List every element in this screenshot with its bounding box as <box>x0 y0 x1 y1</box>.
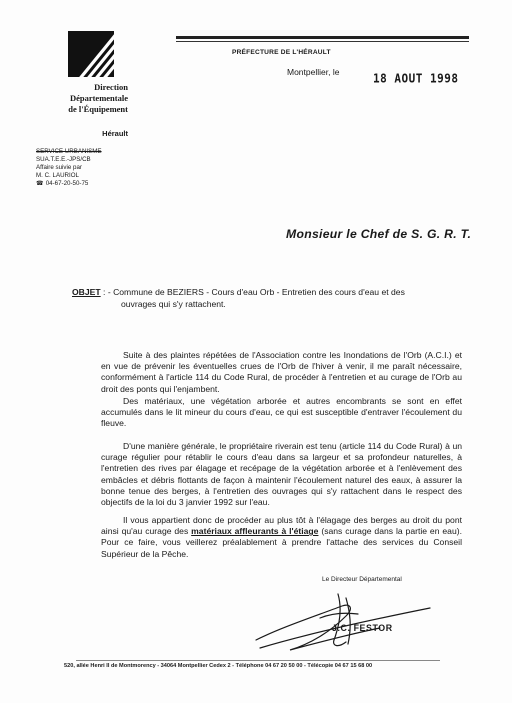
service-ref: SUA.T.E.E.-JPS/CB <box>36 156 91 163</box>
subject-text: : - Commune de BEZIERS - Cours d'eau Orb - Entretien des cours d'eau et des <box>103 287 405 297</box>
service-block <box>36 148 102 188</box>
subject-label: OBJET <box>72 287 101 297</box>
agent-name: M. C. LAURIOL <box>36 172 79 179</box>
service-name: SERVICE URBANISME <box>36 148 102 155</box>
paragraph-3: D'une manière générale, le propriétaire riverain est tenu (article 114 du Code Rural) à un curage régulier pour rétablir le cours d'eau dans sa largeur et sa profondeur naturelles, à l'entretien des rives par élagage et recépage de la végétation arborée et à l'enlèvement des embâcles et débris flottants de façon à maintenir l'écoulement naturel des eaux, à assurer la bonne tenue des berges, à l'entretien des ouvrages qui s'y rattachent dans le respect des objectifs de la loi du 3 janvier 1992 sur l'eau. <box>101 441 462 508</box>
header-rule-thick <box>176 36 469 39</box>
phone-number: 04-67-20-50-75 <box>45 180 89 187</box>
telephone-icon: ☎ <box>36 180 44 187</box>
prefecture-title: PRÉFECTURE DE L'HÉRAULT <box>232 49 331 56</box>
signatory-title: Le Directeur Départemental <box>322 576 402 583</box>
footer-address: 520, allée Henri II de Montmorency - 34064 Montpellier Cedex 2 - Téléphone 04 67 20 50 00 - Télécopie 04 67 15 68 00 <box>64 663 373 669</box>
subject-line-2: ouvrages qui s'y rattachent. <box>121 299 226 309</box>
date-stamp: 18 AOUT 1998 <box>373 71 459 86</box>
subject-block <box>72 286 452 310</box>
paragraph-4-part-a: Il vous appartient donc de procéder au plus tôt à l'élagage des berges au droit du pont ainsi qu'au curage des <box>101 515 462 537</box>
paragraph-4-part-b: (sans curage dans la partie en eau). Pour ce faire, vous veillerez préalablement à prendre l'attache des services du Conseil Supérieur de la Pêche. <box>101 526 462 559</box>
org-line: Départementale <box>69 93 128 103</box>
paragraph-4-emphasis: matériaux affleurants à l'étiage <box>191 526 319 537</box>
recipient: Monsieur le Chef de S. G. R. T. <box>286 227 472 241</box>
header-rule-thin <box>176 41 469 42</box>
department-name: Hérault <box>102 129 128 138</box>
org-line: de l'Équipement <box>68 104 128 114</box>
paragraph-4 <box>101 515 462 560</box>
date-place: Montpellier, le <box>287 67 340 77</box>
organisation-name <box>58 82 128 115</box>
paragraph-2: Des matériaux, une végétation arborée et autres encombrants se sont en effet accumulés dans le lit mineur du cours d'eau, ce qui est susceptible d'entraver l'écoulement du fleuve. <box>101 396 462 429</box>
subject-line <box>72 286 452 298</box>
org-line: Direction <box>94 82 128 92</box>
signatory-name: J.C. FESTOR <box>332 623 393 633</box>
service-phone <box>36 180 102 188</box>
paragraph-1: Suite à des plaintes répétées de l'Association contre les Inondations de l'Orb (A.C.I.) et en vue de prévenir les éventuelles crues de l'Orb de l'hiver à venir, il me paraît nécessaire, conformément à l'article 114 du Code Rural, de procéder à l'entretien et au curage de l'Orb au droit des ponts qui l'enjambent. <box>101 350 462 394</box>
dde-logo <box>68 31 114 77</box>
followed-by-label: Affaire suivie par <box>36 164 82 171</box>
footer-rule <box>76 660 440 661</box>
